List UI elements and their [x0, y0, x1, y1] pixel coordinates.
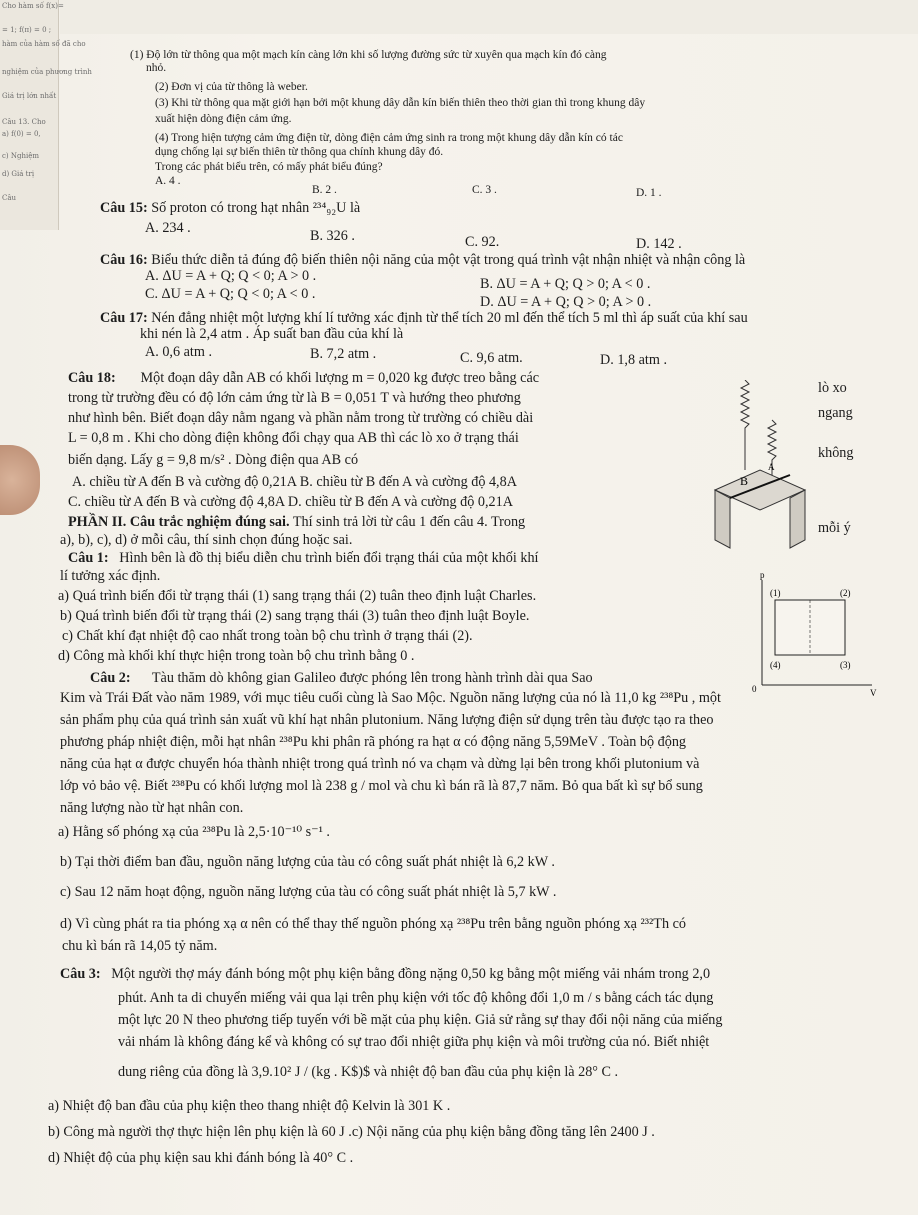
q18-line-5: biến dạng. Lấy g = 9,8 m/s² . Dòng điện qua AB có	[68, 452, 359, 468]
q17-option-b: B. 7,2 atm .	[310, 346, 377, 362]
q16-option-c: C. ΔU = A + Q; Q < 0; A < 0 .	[145, 286, 316, 302]
c3-line-2: phút. Anh ta di chuyển miếng vải qua lại trên phụ kiện với tốc độ không đổi 1,0 m / s bằng cách tác dụng	[118, 990, 714, 1006]
q18-line-4: L = 0,8 m . Khi cho dòng điện không đổi chạy qua AB thì các lò xo ở trạng thái	[68, 430, 519, 446]
c3-line-4: vải nhám là không đáng kể và không có sự trao đổi nhiệt giữa phụ kiện và môi trường của nó. Biết nhiệt	[118, 1034, 710, 1050]
c3-label: Câu 3:	[60, 966, 101, 982]
c2-label: Câu 2:	[90, 670, 131, 686]
q18-line-1: Một đoạn dây dẫn AB có khối lượng m = 0,020 kg được treo bằng các	[140, 370, 540, 386]
q16-option-d: D. ΔU = A + Q; Q > 0; A > 0 .	[480, 294, 652, 310]
figure-magnet-and-pv-diagram	[690, 380, 890, 700]
c2-line-3: sản phẩm phụ của quá trình sản xuất vũ khí hạt nhân plutonium. Năng lượng điện sử dụng trên tàu được tạo ra theo	[60, 712, 714, 728]
q14-option-d: D. 1 .	[636, 187, 662, 199]
statement-2: (2) Đơn vị của từ thông là weber.	[155, 81, 308, 93]
q18-right-4: mỗi ý	[818, 520, 851, 536]
c2-line-5: năng của hạt α được chuyển hóa thành nhiệt trong quá trình nó va chạm và dừng lại bên trong khối plutonium và	[60, 756, 700, 772]
statement-4: (4) Trong hiện tượng cảm ứng điện từ, dòng điện cảm ứng sinh ra trong một khung dây dẫn kín có tác	[155, 132, 623, 144]
c1-statement-c: c) Chất khí đạt nhiệt độ cao nhất trong toàn bộ chu trình ở trạng thái (2).	[62, 628, 473, 644]
statement-3-cont: xuất hiện dòng điện cảm ứng.	[155, 113, 292, 125]
part-2-title: PHẦN II. Câu trắc nghiệm đúng sai.	[68, 514, 290, 530]
c1-statement-a: a) Quá trình biến đổi từ trạng thái (1) sang trạng thái (2) tuân theo định luật Charles.	[58, 588, 537, 604]
q14-option-c: C. 3 .	[472, 184, 497, 196]
state-4-label: (4)	[770, 660, 781, 670]
c3-statement-d: d) Nhiệt độ của phụ kiện sau khi đánh bóng là 40° C .	[48, 1150, 354, 1166]
c1-statement-b: b) Quá trình biến đổi từ trạng thái (2) sang trạng thái (3) tuân theo định luật Boyle.	[60, 608, 530, 624]
q18-option-d: D. chiều từ B đến A và cường độ 0,21A	[287, 494, 513, 510]
statement-3: (3) Khi từ thông qua mặt giới hạn bởi một khung dây dẫn kín biến thiên theo thời gian thì trong khung dây	[155, 97, 646, 109]
bleed-text: = 1; f(π) = 0 ;	[2, 26, 52, 34]
origin-label: 0	[752, 684, 757, 694]
q16-text: Biểu thức diễn tả đúng độ biến thiên nội năng của một vật trong quá trình vật nhận nhiệt và nhận công là	[151, 252, 746, 268]
q18-right-3: không	[818, 445, 854, 461]
c2-statement-c: c) Sau 12 năm hoạt động, nguồn năng lượng của tàu có công suất phát nhiệt là 5,7 kW .	[60, 884, 557, 900]
q17-option-a: A. 0,6 atm .	[145, 344, 212, 360]
q18-line-2: trong từ trường đều có độ lớn cảm ứng từ là B = 0,051 T và hướng theo phương	[68, 390, 521, 406]
bleed-text: Câu	[2, 194, 17, 202]
c2-statement-d-cont: chu kì bán rã 14,05 tỷ năm.	[62, 938, 218, 954]
q15-option-d: D. 142 .	[636, 236, 682, 252]
q15-option-a: A. 234 .	[145, 220, 191, 236]
bleed-text: Giá trị lớn nhất	[2, 92, 57, 100]
bleed-text: Cho hàm số f(x)=	[2, 2, 64, 10]
q18-option-b: B. chiều từ B đến A và cường độ 4,8A	[299, 474, 517, 490]
q15-option-c: C. 92.	[465, 234, 500, 250]
q18-line-3: như hình bên. Biết đoạn dây nằm ngang và phần nằm trong từ trường có chiều dài	[68, 410, 534, 426]
c3-line-5: dung riêng của đồng là 3,9.10² J / (kg . K$)$ và nhiệt độ ban đầu của phụ kiện là 28° C .	[118, 1064, 619, 1080]
q15-option-b: B. 326 .	[310, 228, 355, 244]
statement-1-cont: nhỏ.	[146, 62, 167, 74]
c2-line-7: năng lượng nào từ hạt nhân con.	[60, 800, 244, 816]
part-2-text: Thí sinh trả lời từ câu 1 đến câu 4. Trong	[292, 514, 526, 530]
state-3-label: (3)	[840, 660, 851, 670]
c3-line-3: một lực 20 N theo phương tiếp tuyến với bề mặt của phụ kiện. Giả sử rằng sự thay đổi nội năng của miếng	[118, 1012, 723, 1028]
c1-statement-d: d) Công mà khối khí thực hiện trong toàn bộ chu trình bằng 0 .	[58, 648, 415, 664]
q14-option-a: A. 4 .	[155, 175, 181, 187]
bleed-text: a) f(0) = 0,	[2, 130, 41, 138]
c3-statement-b: b) Công mà người thợ thực hiện lên phụ kiện là 60 J .c) Nội năng của phụ kiện bằng đồng tăng lên 2400 J .	[48, 1124, 655, 1140]
c2-statement-a: a) Hằng số phóng xạ của ²³⁸Pu là 2,5·10⁻¹⁰ s⁻¹ .	[58, 824, 330, 840]
q14-option-b: B. 2 .	[312, 184, 337, 196]
spring-left-icon	[741, 380, 749, 470]
q17-option-c: C. 9,6 atm.	[460, 350, 523, 366]
state-1-label: (1)	[770, 588, 781, 598]
question-14-prompt: Trong các phát biểu trên, có mấy phát biểu đúng?	[155, 161, 383, 173]
bleed-text: d) Giá trị	[2, 170, 35, 178]
c1-label: Câu 1:	[68, 550, 109, 566]
label-b: B	[740, 474, 749, 488]
c1-text: Hình bên là đồ thị biểu diễn chu trình biến đổi trạng thái của một khối khí	[119, 550, 539, 566]
c2-line-2: Kim và Trái Đất vào năm 1989, với mục tiêu cuối cùng là Sao Mộc. Nguồn năng lượng của nó là 11,0 kg ²³⁸Pu , một	[60, 690, 721, 706]
statement-4-cont: dụng chống lại sự biến thiên từ thông qua chính khung dây đó.	[155, 146, 444, 158]
q18-right-2: ngang	[818, 405, 853, 421]
part-2-text-cont: a), b), c), d) ở mỗi câu, thí sinh chọn đúng hoặc sai.	[60, 532, 353, 548]
finger-occluding	[0, 445, 40, 515]
c2-line-6: lớp vỏ bảo vệ. Biết ²³⁸Pu có khối lượng mol là 238 g / mol và chu kì bán rã là 87,7 năm. Bỏ qua bất kì sự bổ sung	[60, 778, 703, 794]
axis-v-label: V	[870, 688, 877, 698]
axis-p-label: p	[760, 570, 765, 580]
previous-page-edge	[60, 0, 918, 34]
c1-text-cont: lí tưởng xác định.	[60, 568, 161, 584]
q18-right-1: lò xo	[818, 380, 847, 396]
c3-line-1: Một người thợ máy đánh bóng một phụ kiện bằng đồng nặng 0,50 kg bằng một miếng vải nhám trong 2,0	[111, 966, 711, 982]
q16-label: Câu 16:	[100, 252, 148, 268]
q16-option-a: A. ΔU = A + Q; Q < 0; A > 0 .	[145, 268, 317, 284]
q18-label: Câu 18:	[68, 370, 116, 386]
c2-statement-b: b) Tại thời điểm ban đầu, nguồn năng lượng của tàu có công suất phát nhiệt là 6,2 kW .	[60, 854, 555, 870]
state-2-label: (2)	[840, 588, 851, 598]
statement-1: (1) Độ lớn từ thông qua một mạch kín càng lớn khi số lượng đường sức từ xuyên qua mạch kín đó càng	[130, 49, 607, 61]
c3-statement-a: a) Nhiệt độ ban đầu của phụ kiện theo thang nhiệt độ Kelvin là 301 K .	[48, 1098, 451, 1114]
q17-text: Nén đẳng nhiệt một lượng khí lí tưởng xác định từ thể tích 20 ml đến thể tích 5 ml thì áp suất của khí sau	[151, 310, 748, 326]
magnet-icon	[715, 470, 805, 548]
label-a: A	[768, 462, 775, 472]
q17-option-d: D. 1,8 atm .	[600, 352, 667, 368]
q17-text-cont: khi nén là 2,4 atm . Áp suất ban đầu của khí là	[140, 326, 404, 342]
bleed-text: Câu 13. Cho	[2, 118, 46, 126]
c2-statement-d: d) Vì cùng phát ra tia phóng xạ α nên có thể thay thế nguồn phóng xạ ²³⁸Pu trên bằng nguồn phóng xạ ²³²Th có	[60, 916, 686, 932]
bleed-text: c) Nghiệm	[2, 152, 40, 160]
c2-line-1: Tàu thăm dò không gian Galileo được phóng lên trong hành trình dài qua Sao	[151, 670, 593, 686]
q18-option-c: C. chiều từ A đến B và cường độ 4,8A	[68, 494, 285, 510]
q16-option-b: B. ΔU = A + Q; Q > 0; A < 0 .	[480, 276, 651, 292]
bleed-text: hàm của hàm số đã cho	[2, 40, 86, 48]
q15-label: Câu 15:	[100, 200, 148, 216]
q17-label: Câu 17:	[100, 310, 148, 326]
c2-line-4: phương pháp nhiệt điện, mỗi hạt nhân ²³⁸Pu khi phân rã phóng ra hạt α có động năng 5,59MeV . Toàn bộ động	[60, 734, 687, 750]
q15-text: Số proton có trong hạt nhân ²³⁴₉₂U là	[151, 200, 361, 216]
bleed-text: nghiệm của phương trình	[2, 68, 92, 76]
q18-option-a: A. chiều từ A đến B và cường độ 0,21A	[72, 474, 297, 490]
underlying-page	[0, 0, 92, 230]
